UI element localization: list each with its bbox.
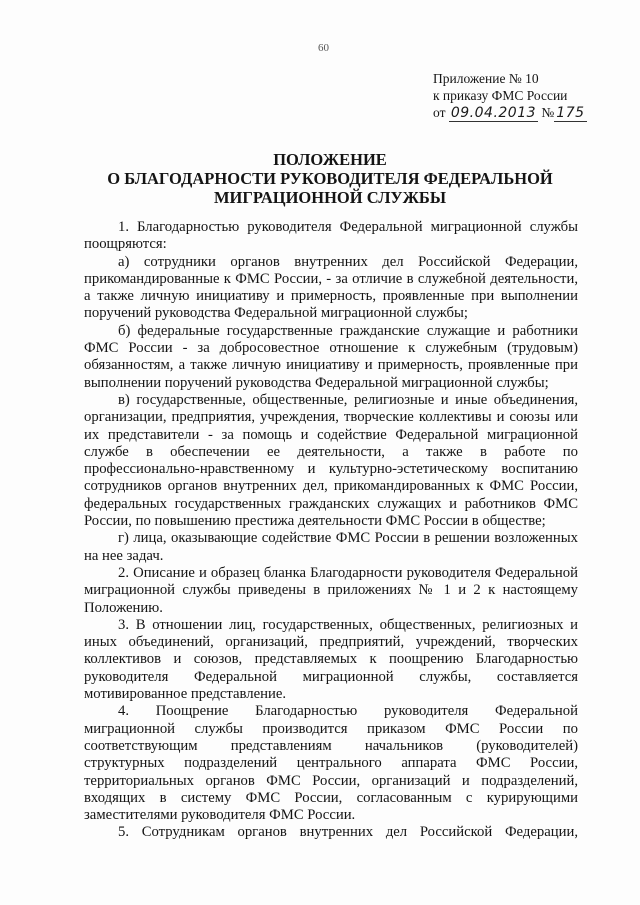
body-line: структурных подразделений центрального аппарата ФМС России,	[84, 755, 578, 772]
body-line: обязанностям, а также личную инициативу и примерность, проявленные при	[84, 357, 578, 374]
body-line: прикомандированные к ФМС России, - за отличие в служебной деятельности,	[84, 270, 578, 287]
body-line: службе в обеспечении ее деятельности, а также в работе по	[84, 443, 578, 460]
handwritten-date: 09.04.2013	[450, 105, 537, 121]
body-line: а также личную инициативу и примерность, проявленные при выполнении	[84, 288, 578, 305]
appendix-line-3	[433, 104, 633, 122]
title-line-2: О БЛАГОДАРНОСТИ РУКОВОДИТЕЛЯ ФЕДЕРАЛЬНОЙ	[107, 169, 553, 188]
body-line: 2. Описание и образец бланка Благодарности руководителя Федеральной	[118, 564, 578, 581]
body-line: поручений руководства Федеральной миграционной службы;	[84, 305, 468, 322]
body-line: а) сотрудники органов внутренних дел Российской Федерации,	[118, 253, 578, 270]
body-line: соответствующим представлениям начальников (руководителей)	[84, 737, 578, 754]
page-number: 60	[318, 42, 329, 54]
appendix-line-2: к приказу ФМС России	[433, 88, 568, 103]
body-line: заместителями руководителя ФМС России.	[84, 807, 356, 824]
body-line: сотрудников органов внутренних дел, прикомандированных к ФМС России,	[84, 478, 578, 495]
document-title	[60, 150, 600, 207]
body-line: России, по повышению престижа деятельности ФМС России в обществе;	[84, 513, 546, 530]
body-line: 4. Поощрение Благодарностью руководителя Федеральной	[118, 703, 578, 720]
body-line: территориальных органов ФМС России, организаций и подразделений,	[84, 772, 578, 789]
appendix-header	[433, 70, 633, 122]
body-line: профессионально-нравственному и культурно-эстетическому воспитанию	[84, 461, 578, 478]
body-line: входящих в систему ФМС России, согласованным с курирующими	[84, 789, 578, 806]
body-line: иных объединений, организаций, предприятий, учреждений, творческих	[84, 634, 578, 651]
body-line: коллективов и союзов, представляемых к поощрению Благодарностью	[84, 651, 578, 668]
body-line: Положению.	[84, 599, 163, 616]
body-line: федеральных государственных гражданских служащих и работников ФМС	[84, 495, 578, 512]
body-line: ФМС России - за добросовестное отношение к служебным (трудовым)	[84, 340, 578, 357]
body-line: миграционной службы приведены в приложениях № 1 и 2 к настоящему	[84, 582, 578, 599]
body-line: в) государственные, общественные, религиозные и иные объединения,	[118, 391, 578, 408]
body-line: на нее задач.	[84, 547, 164, 564]
handwritten-number: 175	[556, 105, 585, 121]
body-line: их представители - за помощь и содействие Федеральной миграционной	[84, 426, 578, 443]
appendix-number-prefix: №	[541, 105, 555, 120]
body-line: выполнении поручений руководства Федеральной миграционной службы;	[84, 374, 549, 391]
appendix-date-prefix: от	[433, 105, 446, 120]
body-line: 3. В отношении лиц, государственных, общественных, религиозных и	[118, 616, 578, 633]
document-body	[84, 219, 578, 842]
body-line: мотивированное представление.	[84, 686, 287, 703]
body-line: 1. Благодарностью руководителя Федеральной миграционной службы	[118, 219, 578, 235]
body-line: 5. Сотрудникам органов внутренних дел Российской Федерации,	[118, 824, 578, 841]
appendix-line-1: Приложение № 10	[433, 71, 539, 86]
body-line: миграционной службы производится приказом ФМС России по	[84, 720, 578, 737]
title-line-1: ПОЛОЖЕНИЕ	[273, 150, 387, 169]
body-line: б) федеральные государственные гражданские служащие и работники	[118, 322, 578, 339]
body-line: руководителя Федеральной миграционной службы, составляется	[84, 668, 578, 685]
title-line-3: МИГРАЦИОННОЙ СЛУЖБЫ	[213, 188, 447, 207]
body-line: поощряются:	[84, 236, 167, 253]
body-line: г) лица, оказывающие содействие ФМС России в решении возложенных	[118, 530, 578, 547]
body-line: организации, предприятия, учреждения, творческие коллективы и союзы или	[84, 409, 578, 426]
